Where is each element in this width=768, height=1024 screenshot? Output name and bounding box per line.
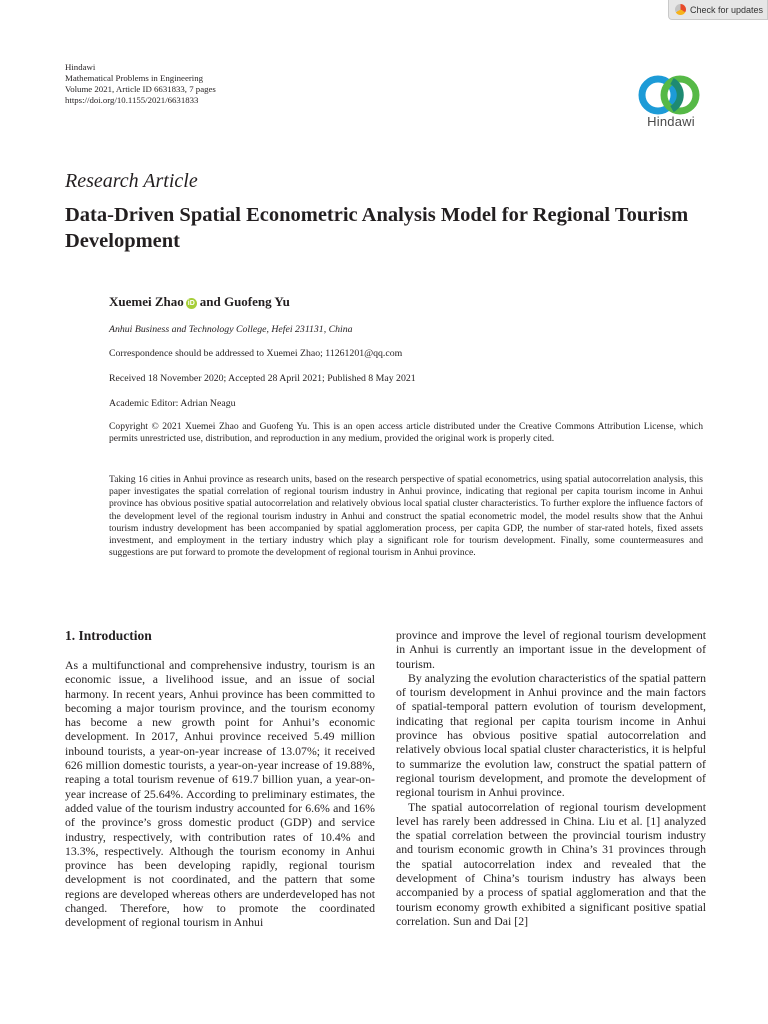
author-first: Xuemei Zhao <box>109 294 184 309</box>
right-column <box>396 628 706 928</box>
copyright-notice: Copyright © 2021 Xuemei Zhao and Guofeng Yu. This is an open access article distributed under the Creative Commons Attribution License, which permits unrestricted use, distribution, and reproduction in any medium, provided the original work is properly cited. <box>109 421 703 445</box>
publication-dates: Received 18 November 2020; Accepted 28 April 2021; Published 8 May 2021 <box>109 373 416 384</box>
paper-title: Data-Driven Spatial Econometric Analysis Model for Regional Tourism Development <box>65 204 689 252</box>
check-updates-label: Check for updates <box>690 4 764 15</box>
crossmark-icon <box>675 4 686 15</box>
section-heading: 1. Introduction <box>65 628 152 643</box>
author-list <box>109 294 290 310</box>
abstract: Taking 16 cities in Anhui province as research units, based on the research perspective of spatial econometrics, using spatial autocorrelation analysis, this paper investigates the spatial correlation of regional tourism industry in Anhui province, indicating that regional per capita tourism income in Anhui province has obvious positive spatial autocorrelation and relatively obvious local spatial cluster characteristics. To further explore the influence factors of the development level of the regional tourism industry in Anhui and construct the spatial econometric model, the model results show that the Anhui tourism industry development has been accompanied by spatial agglomeration process, per capita GDP, the number of star-rated hotels, fixed assets investment, and employment in the tertiary industry which play a significant role for tourism development. Finally, some countermeasures and suggestions are put forward to promote the development of regional tourism in Anhui province. <box>109 474 703 559</box>
doi-link[interactable]: https://doi.org/10.1155/2021/6631833 <box>65 95 199 105</box>
article-type: Research Article <box>65 170 198 192</box>
academic-editor: Academic Editor: Adrian Neagu <box>109 398 236 409</box>
volume-info: Volume 2021, Article ID 6631833, 7 pages <box>65 84 216 94</box>
intro-paragraph-1: As a multifunctional and comprehensive industry, tourism is an economic issue, a livelihood issue, and an issue of social harmony. In recent years, Anhui province has been committed to becoming a major tourism province, and the tourism economy has become a new growth point for Anhui’s economic development. In 2017, Anhui province received 5.49 million inbound tourists, a year-on-year increase of 13.07%; it received 626 million domestic tourists, a year-on-year increase of 19.88%, reaping a total tourism revenue of 619.7 billion yuan, a year-on-year increase of 25.64%. According to preliminary estimates, the added value of the tourism industry accounted for 6.6% and 16% of the province’s gross domestic product (GDP) and service industry, respectively, with contribution rates of 10.4% and 13.3%, respectively. Although the tourism economy in Anhui province has been developing rapidly, regional tourism development is not coordinated, and the pattern that some regions are developed whereas others are underdeveloped has not changed. Therefore, how to promote the coordinated development of regional tourism in Anhui <box>65 658 375 930</box>
check-for-updates-badge[interactable] <box>668 0 768 20</box>
orcid-icon[interactable]: iD <box>187 300 195 307</box>
left-column <box>65 628 375 930</box>
intro-paragraph-continued: province and improve the level of regional tourism development in Anhui is currently an important issue in the development of tourism. <box>396 628 706 671</box>
affiliation: Anhui Business and Technology College, Hefei 231131, China <box>109 324 353 335</box>
hindawi-logo-text: Hindawi <box>647 114 695 129</box>
journal-name: Mathematical Problems in Engineering <box>65 73 204 83</box>
correspondence: Correspondence should be addressed to Xuemei Zhao; 11261201@qq.com <box>109 348 403 359</box>
intro-paragraph-3: The spatial autocorrelation of regional tourism development level has rarely been addressed in China. Liu et al. [1] analyzed the spatial correlation between the provincial tourism industry and tourism economic growth in China’s 31 provinces through the spatial autocorrelation index and revealed that the development of China’s tourism industry has always been accompanied by a process of spatial agglomeration and that the tourism economy growth exhibited a significant positive spatial correlation. Sun and Dai [2] <box>396 799 706 928</box>
intro-paragraph-2: By analyzing the evolution characteristics of the spatial pattern of tourism development in Anhui province and the main factors of spatial-temporal pattern evolution of tourism development, indicating that regional per capita tourism income in Anhui province has obvious positive spatial autocorrelation and relatively obvious local spatial cluster characteristics, it is helpful to summarize the evolution law, construct the spatial pattern of regional tourism development, and promote the development of regional tourism in Anhui province. <box>396 670 706 800</box>
author-rest: and Guofeng Yu <box>199 294 290 309</box>
journal-header <box>65 62 216 106</box>
publisher-name: Hindawi <box>65 62 96 72</box>
